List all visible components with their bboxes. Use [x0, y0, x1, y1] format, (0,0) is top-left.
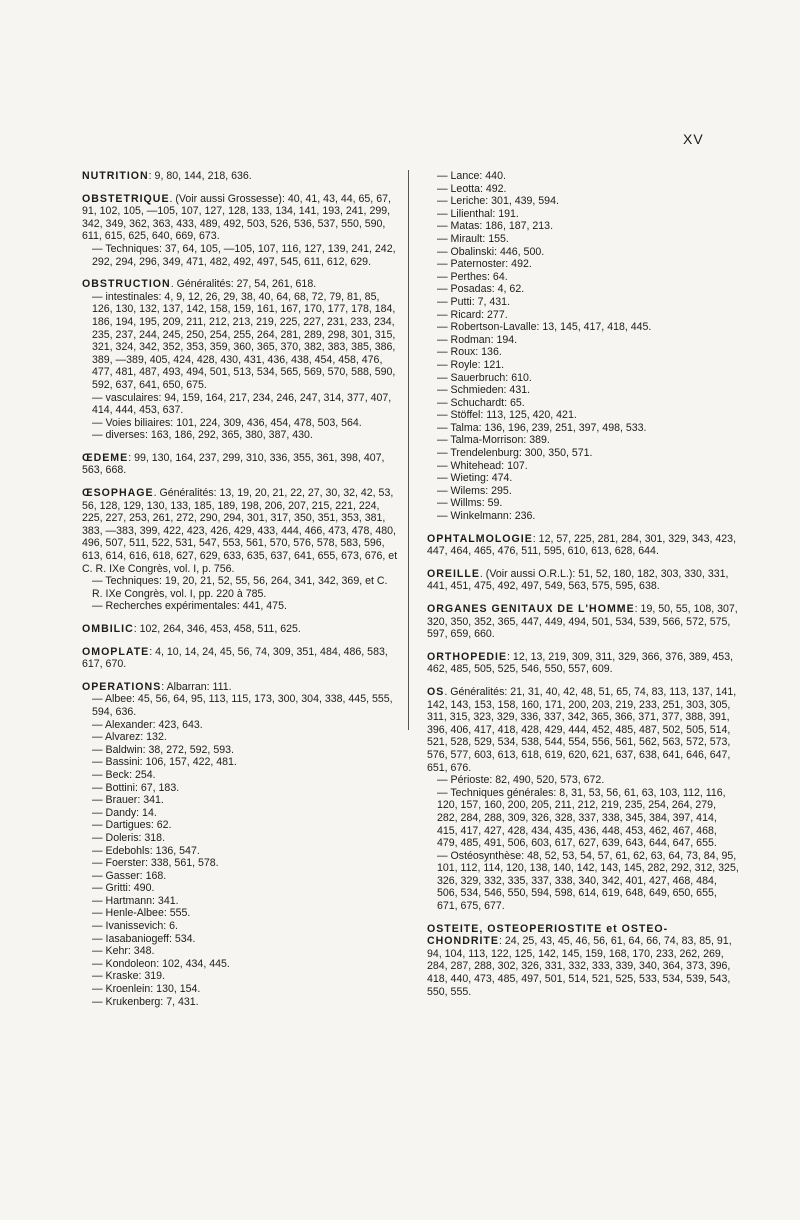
- sub-entry: — Posadas: 4, 62.: [437, 283, 525, 296]
- sub-entry: — Périoste: 82, 490, 520, 573, 672.: [437, 774, 605, 787]
- sub-entry: — Techniques: 19, 20, 21, 52, 55, 56, 264, 341, 342, 369, et C. R. IXe Congrès, vol. I, pp. 220 à 785.: [92, 575, 388, 600]
- entry-heading: OREILLE: [427, 567, 480, 580]
- entry-main-line: [82, 487, 398, 575]
- sub-entry: — Roux: 136.: [437, 346, 502, 359]
- sub-entry: — Baldwin: 38, 272, 592, 593.: [92, 743, 234, 756]
- sub-entry: — Rodman: 194.: [437, 333, 518, 346]
- index-entry: [427, 533, 739, 558]
- index-entry: [427, 651, 739, 676]
- entry-heading: OMBILIC: [82, 623, 134, 635]
- sub-entry: — Leriche: 301, 439, 594.: [437, 195, 559, 208]
- sub-entry: — Doleris: 318.: [92, 831, 166, 844]
- entry-references: . (Voir aussi Grossesse): 40, 41, 43, 44, 65, 67, 91, 102, 105, —105, 107, 127, 128, 133, 134, 141, 193, 241, 299, 342, 349, 362, 363, 433, 489, 492, 503, 526, 536, 537, 550, 590, 611, 615, 625, 640, 669, 673.: [82, 192, 391, 243]
- sub-entry: — Gritti: 490.: [92, 882, 155, 895]
- sub-entry: — Perthes: 64.: [437, 270, 508, 283]
- index-column-left: [82, 170, 398, 1018]
- sub-entry: — Ostéosynthèse: 48, 52, 53, 54, 57, 61, 62, 63, 64, 73, 84, 95, 101, 112, 114, 120, 138, 140, 142, 143, 145, 282, 292, 312, 325, 326, 329, 332, 335, 337, 338, 340, 342, 401, 427, 468, 484, 506, 534, 546, 550, 594, 598, 614, 619, 648, 649, 650, 655, 671, 675, 677.: [437, 849, 739, 913]
- entry-main-line: [82, 193, 398, 243]
- sub-entry: — Wieting: 474.: [437, 472, 513, 485]
- entry-main-line: [427, 568, 739, 593]
- sub-entry: — diverses: 163, 186, 292, 365, 380, 387, 430.: [92, 429, 313, 442]
- entry-main-line: [427, 686, 739, 774]
- sub-entry: — Mirault: 155.: [437, 232, 509, 245]
- entry-main-line: [82, 681, 398, 694]
- entry-heading: OS: [427, 685, 445, 698]
- entry-heading: ŒDEME: [82, 451, 129, 464]
- sub-entry: — Schuchardt: 65.: [437, 396, 525, 409]
- sub-entry: — Paternoster: 492.: [437, 258, 532, 271]
- index-entry: [82, 623, 398, 636]
- entry-main-line: [427, 603, 739, 641]
- sub-entry: — Brauer: 341.: [92, 794, 164, 807]
- entry-references: : 4, 10, 14, 24, 45, 56, 74, 309, 351, 484, 486, 583, 617, 670.: [82, 645, 388, 671]
- sub-entry: — Techniques générales: 8, 31, 53, 56, 61, 63, 103, 112, 116, 120, 157, 160, 200, 205, 211, 212, 219, 235, 254, 264, 279, 282, 284, 288, 309, 326, 328, 337, 338, 345, 384, 397, 414, 415, 417, 427, 428, 434, 435, 436, 448, 453, 462, 467, 468, 479, 485, 491, 506, 603, 617, 627, 639, 643, 644, 647, 655.: [437, 786, 726, 850]
- sub-entry: — Edebohls: 136, 547.: [92, 844, 200, 857]
- column-divider: [408, 170, 409, 730]
- sub-entry: — vasculaires: 94, 159, 164, 217, 234, 246, 247, 314, 377, 407, 414, 444, 453, 637.: [92, 391, 392, 417]
- sub-entry: — Bassini: 106, 157, 422, 481.: [92, 756, 237, 769]
- entry-references: : 102, 264, 346, 453, 458, 511, 625.: [133, 623, 301, 635]
- sub-entry: — Gasser: 168.: [92, 869, 167, 882]
- sub-entry: — Iasabaniogeff: 534.: [92, 932, 196, 945]
- sub-entry: — Henle-Albee: 555.: [92, 907, 191, 920]
- entry-references: : 24, 25, 43, 45, 46, 56, 61, 64, 66, 74, 83, 85, 91, 94, 104, 113, 122, 125, 142, 145, 159, 168, 170, 233, 262, 269, 284, 287, 288, 302, 326, 331, 332, 333, 339, 340, 364, 373, 396, 418, 440, 473, 485, 497, 501, 514, 521, 525, 533, 534, 539, 543, 550, 555.: [427, 935, 732, 998]
- entry-heading: NUTRITION: [82, 170, 149, 182]
- index-column-right: [427, 170, 739, 1008]
- sub-entry: — Talma: 136, 196, 239, 251, 397, 498, 533.: [437, 421, 647, 434]
- entry-heading: OPHTALMOLOGIE: [427, 532, 533, 545]
- sub-entry: — Whitehead: 107.: [437, 459, 528, 472]
- sub-entry: — Talma-Morrison: 389.: [437, 434, 550, 447]
- sub-entry: — Alvarez: 132.: [92, 731, 167, 744]
- sub-entry: — intestinales: 4, 9, 12, 26, 29, 38, 40, 64, 68, 72, 79, 81, 85, 126, 130, 132, 137, 142, 158, 159, 161, 167, 170, 177, 178, 184, 186, 194, 195, 209, 211, 212, 213, 219, 225, 227, 231, 233, 234, 235, 237, 244, 245, 250, 254, 255, 264, 281, 289, 298, 301, 315, 321, 324, 342, 352, 353, 359, 360, 365, 370, 382, 383, 385, 386, 389, —389, 405, 424, 428, 430, 431, 436, 438, 454, 458, 476, 477, 481, 487, 493, 494, 501, 513, 534, 565, 569, 570, 588, 590, 592, 637, 641, 650, 675.: [92, 290, 396, 391]
- entry-main-line: [427, 533, 739, 558]
- sub-entry: — Techniques: 37, 64, 105, —105, 107, 116, 127, 139, 241, 242, 292, 294, 296, 349, 471, 482, 492, 497, 545, 611, 612, 629.: [92, 242, 396, 268]
- sub-entry: — Robertson-Lavalle: 13, 145, 417, 418, 445.: [437, 321, 652, 334]
- sub-entry: — Lance: 440.: [437, 170, 506, 182]
- index-entry: [82, 646, 398, 671]
- sub-entry: — Voies biliaires: 101, 224, 309, 436, 454, 478, 503, 564.: [92, 416, 362, 429]
- sub-entry: — Hartmann: 341.: [92, 894, 179, 907]
- sub-entry: — Kroenlein: 130, 154.: [92, 983, 201, 996]
- entry-references: . Généralités: 27, 54, 261, 618.: [170, 278, 317, 291]
- sub-entry: — Sauerbruch: 610.: [437, 371, 532, 384]
- index-entry: [82, 193, 398, 269]
- index-entry: [82, 681, 398, 1008]
- entry-main-line: [82, 646, 398, 671]
- entry-heading: OPERATIONS: [82, 680, 162, 693]
- index-entry: [427, 603, 739, 641]
- sub-entry: — Obalinski: 446, 500.: [437, 245, 545, 258]
- entry-heading: OBSTRUCTION: [82, 278, 171, 291]
- index-entry: [427, 170, 739, 523]
- sub-entry: — Schmieden: 431.: [437, 384, 531, 397]
- entry-heading: OSTEITE, OSTEOPERIOSTITE et OSTEO-CHONDRITE: [427, 922, 669, 948]
- sub-entry: — Winkelmann: 236.: [437, 510, 536, 523]
- entry-references: . Généralités: 13, 19, 20, 21, 22, 27, 30, 32, 42, 53, 56, 128, 129, 130, 133, 185, 189, 198, 206, 207, 215, 221, 224, 225, 227, 253, 261, 272, 290, 294, 301, 317, 350, 351, 353, 381, 383, —383, 399, 422, 423, 426, 429, 433, 444, 466, 473, 478, 480, 496, 507, 511, 522, 531, 547, 553, 561, 570, 576, 578, 583, 596, 613, 614, 616, 618, 627, 629, 633, 635, 637, 641, 655, 673, 676, et C. R. IXe Congrès, vol. I, p. 756.: [82, 487, 398, 575]
- entry-references: : Albarran: 111.: [161, 680, 232, 693]
- index-entry: [82, 487, 398, 613]
- index-entry: [427, 568, 739, 593]
- entry-heading: ORTHOPEDIE: [427, 650, 508, 663]
- entry-references: : 99, 130, 164, 237, 299, 310, 336, 355, 361, 398, 407, 563, 668.: [82, 451, 385, 477]
- sub-entry: — Dandy: 14.: [92, 806, 157, 819]
- entry-main-line: [82, 452, 398, 477]
- sub-entry: — Kehr: 348.: [92, 945, 155, 958]
- sub-entry: — Bottini: 67, 183.: [92, 781, 180, 794]
- entry-references: : 19, 50, 55, 108, 307, 320, 350, 352, 365, 447, 449, 494, 501, 534, 539, 566, 572, 575, 597, 659, 660.: [427, 603, 738, 641]
- entry-references: . Généralités: 21, 31, 40, 42, 48, 51, 65, 74, 83, 113, 137, 141, 142, 143, 153, 158, 160, 171, 200, 203, 219, 233, 251, 303, 305, 311, 315, 323, 329, 336, 337, 342, 365, 366, 371, 377, 388, 391, 396, 406, 417, 418, 428, 429, 444, 452, 485, 487, 502, 505, 514, 521, 528, 529, 534, 538, 544, 554, 556, 561, 562, 563, 572, 573, 576, 577, 603, 613, 618, 619, 620, 621, 637, 638, 641, 646, 647, 651, 676.: [427, 685, 737, 774]
- sub-entry: — Kraske: 319.: [92, 970, 166, 983]
- index-entry: [82, 452, 398, 477]
- index-entry: [82, 278, 398, 442]
- entry-heading: OBSTETRIQUE: [82, 192, 170, 205]
- entry-main-line: [82, 278, 398, 291]
- entry-references: . (Voir aussi O.R.L.): 51, 52, 180, 182, 303, 330, 331, 441, 451, 475, 492, 497, 549, 563, 575, 595, 638.: [427, 567, 729, 593]
- sub-entry: — Stöffel: 113, 125, 420, 421.: [437, 409, 577, 422]
- entry-main-line: [427, 651, 739, 676]
- entry-references: : 12, 13, 219, 309, 311, 329, 366, 376, 389, 453, 462, 485, 505, 525, 546, 550, 557, 609.: [427, 650, 734, 676]
- sub-entry: — Beck: 254.: [92, 768, 156, 781]
- sub-entry: — Krukenberg: 7, 431.: [92, 995, 199, 1008]
- index-entry: [427, 923, 739, 999]
- sub-entry: — Willms: 59.: [437, 497, 503, 510]
- sub-entry: — Matas: 186, 187, 213.: [437, 220, 554, 233]
- sub-entry: — Foerster: 338, 561, 578.: [92, 857, 219, 870]
- sub-entry: — Putti: 7, 431.: [437, 295, 511, 308]
- index-entry: [427, 686, 739, 913]
- entry-main-line: [82, 623, 398, 636]
- sub-entry: — Ricard: 277.: [437, 308, 508, 321]
- entry-references: : 9, 80, 144, 218, 636.: [148, 170, 252, 182]
- sub-entry: — Leotta: 492.: [437, 182, 507, 195]
- sub-entry: — Ivanissevich: 6.: [92, 920, 178, 933]
- entry-heading: OMOPLATE: [82, 645, 150, 658]
- index-entry: [82, 170, 398, 183]
- sub-entry: — Kondoleon: 102, 434, 445.: [92, 957, 230, 970]
- entry-heading: ORGANES GENITAUX DE L'HOMME: [427, 603, 635, 615]
- sub-entry: — Trendelenburg: 300, 350, 571.: [437, 447, 593, 460]
- entry-heading: ŒSOPHAGE: [82, 487, 154, 500]
- entry-main-line: [82, 170, 398, 183]
- sub-entry: — Alexander: 423, 643.: [92, 718, 203, 731]
- sub-entry: — Royle: 121.: [437, 358, 505, 371]
- sub-entry: — Albee: 45, 56, 64, 95, 113, 115, 173, 300, 304, 338, 445, 555, 594, 636.: [92, 693, 393, 718]
- entry-main-line: [427, 923, 739, 999]
- sub-entry: — Wilems: 295.: [437, 484, 512, 497]
- sub-entry: — Recherches expérimentales: 441, 475.: [92, 600, 287, 613]
- page-number: XV: [683, 131, 704, 147]
- sub-entry: — Lilienthal: 191.: [437, 207, 519, 220]
- sub-entry: — Dartigues: 62.: [92, 819, 172, 832]
- entry-references: : 12, 57, 225, 281, 284, 301, 329, 343, 423, 447, 464, 465, 476, 511, 595, 610, 613, 628, 644.: [427, 532, 737, 558]
